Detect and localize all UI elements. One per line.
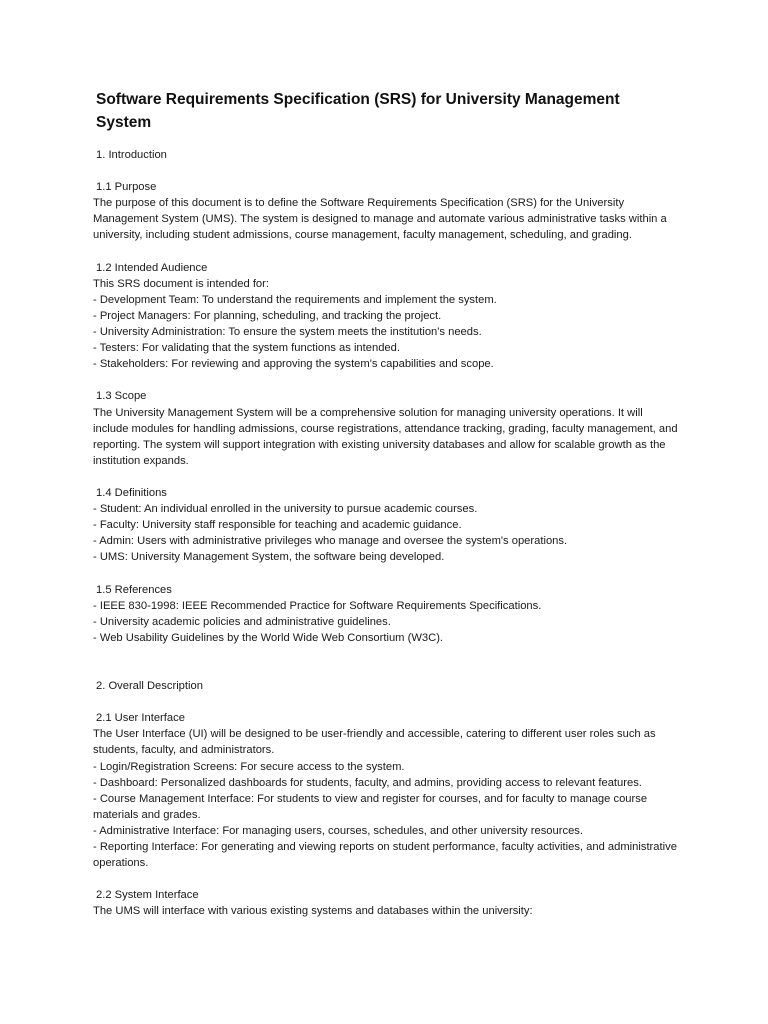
list-item: - University academic policies and administrative guidelines.	[93, 615, 391, 628]
purpose-paragraph: The purpose of this document is to define the Software Requirements Specification (SRS) for the University Management System (UMS). The system is designed to manage and automate various administrative tasks within a university, including student admissions, course management, faculty management, scheduling, and grading.	[93, 197, 667, 242]
subsection-heading-references: 1.5 References	[96, 583, 172, 596]
list-item: - Development Team: To understand the requirements and implement the system.	[93, 293, 497, 306]
user-interface-paragraph: The User Interface (UI) will be designed to be user-friendly and accessible, catering to different user roles such as students, faculty, and administrators.	[93, 728, 656, 757]
subsection-heading-audience: 1.2 Intended Audience	[96, 261, 208, 274]
audience-intro: This SRS document is intended for:	[93, 277, 269, 290]
document-title: Software Requirements Specification (SRS) for University Management System	[96, 91, 620, 131]
section-heading-overall: 2. Overall Description	[96, 680, 203, 693]
list-item: - University Administration: To ensure the system meets the institution's needs.	[93, 326, 482, 339]
list-item: - Student: An individual enrolled in the university to pursue academic courses.	[93, 503, 478, 516]
system-interface-paragraph: The UMS will interface with various existing systems and databases within the university:	[93, 905, 533, 918]
list-item: - Dashboard: Personalized dashboards for students, faculty, and admins, providing access to relevant features.	[93, 776, 642, 789]
document-page	[93, 88, 678, 920]
list-item: - Login/Registration Screens: For secure access to the system.	[93, 760, 405, 773]
list-item: - Testers: For validating that the system functions as intended.	[93, 342, 400, 355]
scope-paragraph: The University Management System will be a comprehensive solution for managing university operations. It will include modules for handling admissions, course registrations, attendance tracking, grading, faculty management, and reporting. The system will support integration with existing university databases and allow for scalable growth as the institution expands.	[93, 406, 678, 467]
subsection-heading-purpose: 1.1 Purpose	[96, 181, 157, 194]
section-heading-introduction: 1. Introduction	[96, 149, 167, 161]
subsection-heading-system-interface: 2.2 System Interface	[96, 889, 199, 902]
list-item: - Faculty: University staff responsible for teaching and academic guidance.	[93, 519, 462, 532]
list-item: - Reporting Interface: For generating and viewing reports on student performance, faculty activities, and administrative operations.	[93, 841, 677, 870]
subsection-heading-definitions: 1.4 Definitions	[96, 486, 167, 499]
subsection-heading-scope: 1.3 Scope	[96, 390, 147, 403]
list-item: - Stakeholders: For reviewing and approving the system's capabilities and scope.	[93, 358, 494, 371]
list-item: - IEEE 830-1998: IEEE Recommended Practice for Software Requirements Specifications.	[93, 599, 542, 612]
list-item: - Administrative Interface: For managing users, courses, schedules, and other university resources.	[93, 824, 583, 837]
list-item: - Web Usability Guidelines by the World Wide Web Consortium (W3C).	[93, 631, 444, 644]
subsection-heading-user-interface: 2.1 User Interface	[96, 712, 185, 725]
list-item: - Admin: Users with administrative privileges who manage and oversee the system's operations.	[93, 535, 568, 548]
list-item: - UMS: University Management System, the software being developed.	[93, 551, 445, 564]
list-item: - Course Management Interface: For students to view and register for courses, and for faculty to manage course materials and grades.	[93, 792, 648, 821]
list-item: - Project Managers: For planning, scheduling, and tracking the project.	[93, 309, 442, 322]
